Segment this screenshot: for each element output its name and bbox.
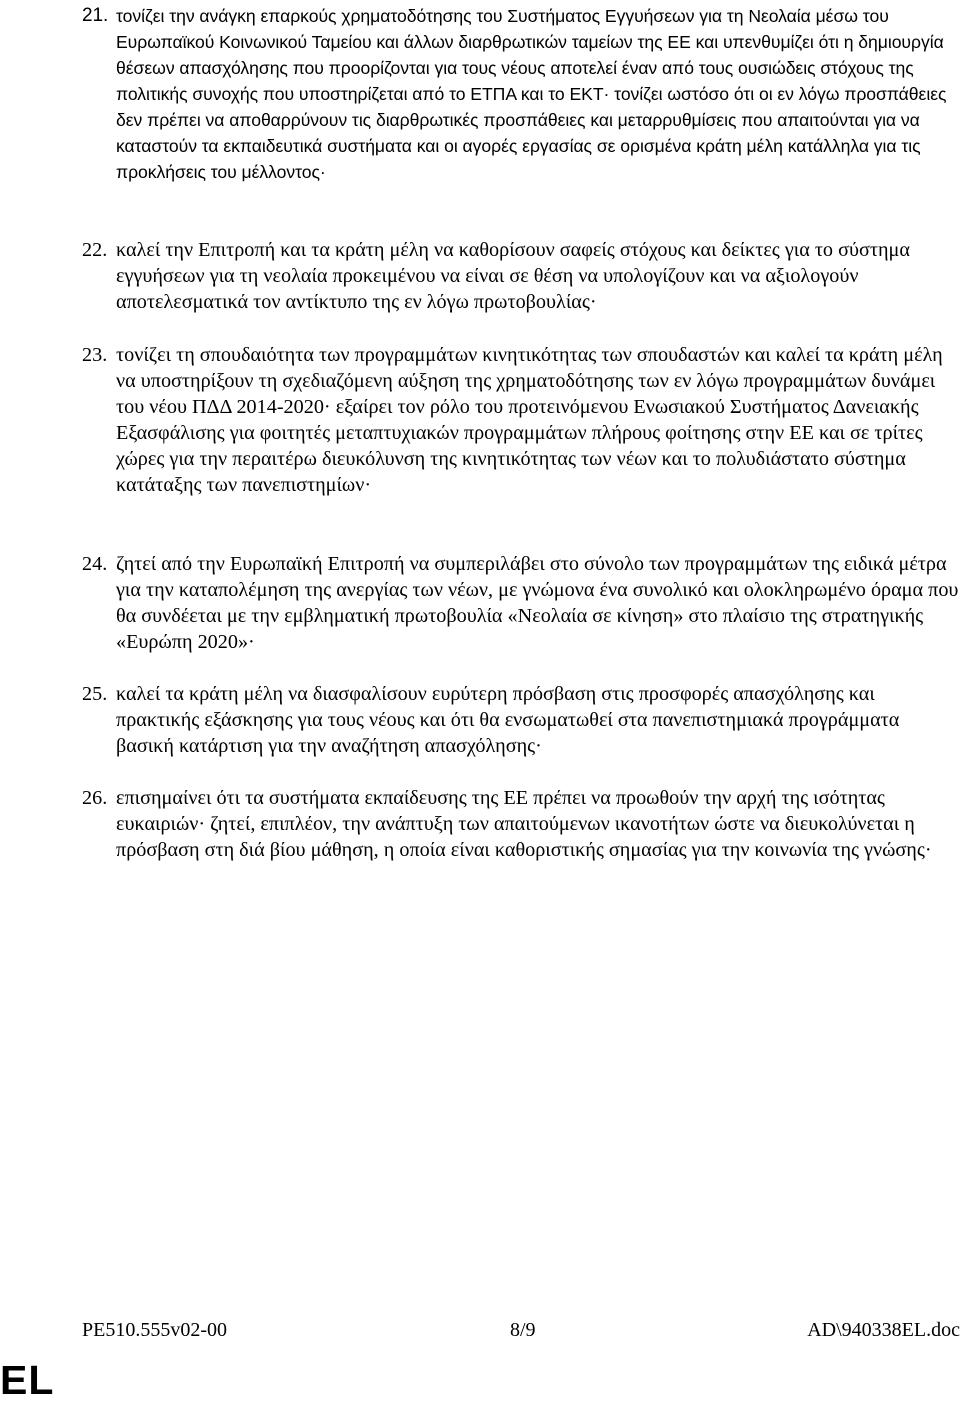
paragraph-number: 24.: [82, 553, 108, 575]
paragraph-text: ζητεί από την Ευρωπαϊκή Επιτροπή να συμπεριλάβει στο σύνολο των προγραμμάτων της ειδικά μέτρα για την καταπολέμηση της ανεργίας των νέων, με γνώμονα ένα συνολικό και ολοκληρωμένο όραμα που θα συνδέεται με την εμβληματική πρωτοβουλία «Νεολαία σε κίνηση» στο πλαίσιο της στρατηγικής «Ευρώπη 2020»·: [116, 553, 959, 653]
paragraph-text: τονίζει την ανάγκη επαρκούς χρηματοδότησης του Συστήματος Εγγυήσεων για τη Νεολαία μέσω του Ευρωπαϊκού Κοινωνικού Ταμείου και άλλων διαρθρωτικών ταμείων της ΕΕ και υπενθυμίζει ότι η δημιουργία θέσεων απασχόλησης που προορίζονται για τους νέους αποτελεί έναν από τους ουσιώδεις στόχους της πολιτικής συνοχής που υποστηρίζεται από το ΕΤΠΑ και το ΕΚΤ· τονίζει ωστόσο ότι οι εν λόγω προσπάθειες δεν πρέπει να αποθαρρύνουν τις διαρθρωτικές προσπάθειες και μεταρρυθμίσεις που απαιτούνται για να καταστούν τα εκπαιδευτικά συστήματα και οι αγορές εργασίας σε ορισμένα κράτη μέλη κατάλληλα για τις προκλήσεις του μέλλοντος·: [116, 6, 947, 182]
paragraph-text: επισημαίνει ότι τα συστήματα εκπαίδευσης της ΕΕ πρέπει να προωθούν την αρχή της ισότητας ευκαιριών· ζητεί, επιπλέον, την ανάπτυξη των απαιτούμενων ικανοτήτων ώστε να διευκολύνεται η πρόσβαση στη διά βίου μάθηση, η οποία είναι καθοριστικής σημασίας για την κοινωνία της γνώσης·: [116, 787, 932, 861]
paragraph-21: [82, 3, 960, 185]
paragraph-text: καλεί τα κράτη μέλη να διασφαλίσουν ευρύτερη πρόσβαση στις προσφορές απασχόλησης και πρακτικής εξάσκησης για τους νέους και ότι θα ενσωματωθεί στα πανεπιστημιακά προγράμματα βασική κατάρτιση για την αναζήτηση απασχόλησης·: [116, 683, 900, 757]
paragraph-26: [82, 785, 960, 863]
language-badge: EL: [0, 1357, 55, 1403]
paragraph-number: 21.: [82, 5, 109, 26]
paragraph-number: 22.: [82, 239, 108, 261]
paragraph-text: τονίζει τη σπουδαιότητα των προγραμμάτων κινητικότητας των σπουδαστών και καλεί τα κράτη μέλη να υποστηρίξουν τη σχεδιαζόμενη αύξηση της χρηματοδότησης των εν λόγω προγραμμάτων δυνάμει του νέου ΠΔΔ 2014-2020· εξαίρει τον ρόλο του προτεινόμενου Ενωσιακού Συστήματος Δανειακής Εξασφάλισης για φοιτητές μεταπτυχιακών προγραμμάτων πλήρους φοίτησης στην ΕΕ και σε τρίτες χώρες για την περαιτέρω διευκόλυνση της κινητικότητας των νέων και το πολυδιάστατο σύστημα κατάταξης των πανεπιστημίων·: [116, 344, 943, 496]
footer-document-name: AD\940338EL.doc: [807, 1319, 960, 1341]
page-footer: [82, 1317, 960, 1343]
footer-page-number: 8/9: [510, 1319, 536, 1341]
paragraph-number: 23.: [82, 344, 108, 366]
paragraph-text: καλεί την Επιτροπή και τα κράτη μέλη να καθορίσουν σαφείς στόχους και δείκτες για το σύστημα εγγυήσεων για τη νεολαία προκειμένου να είναι σε θέση να υπολογίζουν και να αξιολογούν αποτελεσματικά τον αντίκτυπο της εν λόγω πρωτοβουλίας·: [116, 239, 910, 313]
paragraph-23: [82, 342, 960, 498]
paragraph-number: 25.: [82, 683, 108, 705]
paragraph-25: [82, 681, 960, 759]
paragraph-24: [82, 551, 960, 655]
paragraph-22: [82, 237, 960, 315]
paragraph-number: 26.: [82, 787, 108, 809]
footer-reference: PE510.555v02-00: [82, 1319, 227, 1341]
